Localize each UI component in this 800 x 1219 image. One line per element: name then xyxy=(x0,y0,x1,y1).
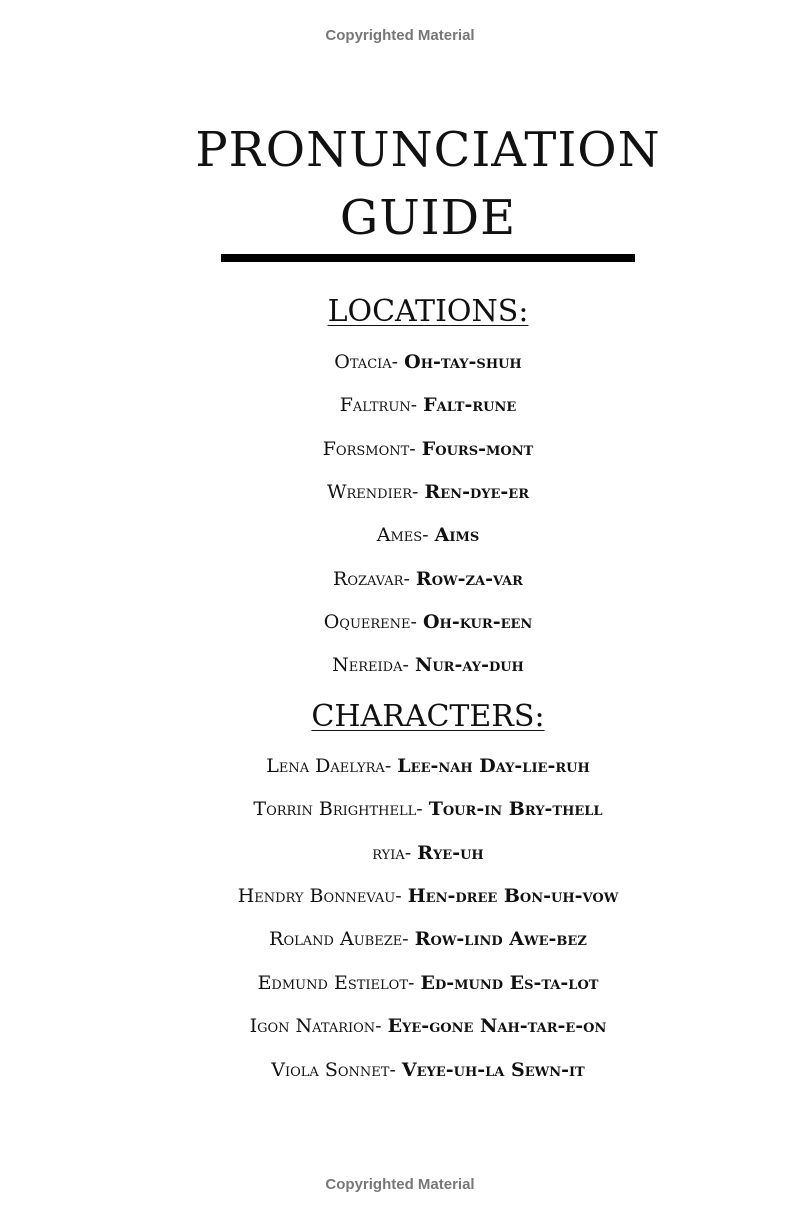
character-entry: Roland Aubeze- Row-lind Awe-bez xyxy=(269,928,587,950)
location-entry: Faltrun- Falt-rune xyxy=(339,394,517,416)
location-entry: Ames- Aims xyxy=(376,524,480,546)
character-pronunciation: Tour-in Bry-thell xyxy=(428,798,603,820)
character-pronunciation: Ed-mund Es-ta-lot xyxy=(420,972,599,994)
location-pronunciation: Ren-dye-er xyxy=(424,481,530,503)
location-name: Faltrun xyxy=(339,394,411,416)
character-name: Igon Natarion xyxy=(249,1015,376,1037)
copyright-footer: Copyrighted Material xyxy=(325,1176,475,1193)
character-pronunciation: Eye-gone Nah-tar-e-on xyxy=(387,1015,607,1037)
character-entry: ryia- Rye-uh xyxy=(372,842,484,864)
character-name: ryia xyxy=(372,842,405,864)
character-entry: Hendry Bonnevau- Hen-dree Bon-uh-vow xyxy=(237,885,619,907)
character-pronunciation: Veye-uh-la Sewn-it xyxy=(401,1059,585,1081)
character-name: Edmund Estielot xyxy=(257,972,408,994)
title-divider xyxy=(221,254,635,262)
character-name: Torrin Brighthell xyxy=(253,798,417,820)
location-pronunciation: Aims xyxy=(434,524,480,546)
page-title-line-1: PRONUNCIATION xyxy=(195,122,661,178)
location-entry: Oquerene- Oh-kur-een xyxy=(323,611,533,633)
character-entry: Torrin Brighthell- Tour-in Bry-thell xyxy=(253,798,603,820)
character-pronunciation: Hen-dree Bon-uh-vow xyxy=(407,885,619,907)
location-name: Rozavar xyxy=(333,568,404,590)
page-title-line-2: GUIDE xyxy=(339,190,517,246)
location-pronunciation: Fours-mont xyxy=(421,438,534,460)
location-pronunciation: Oh-kur-een xyxy=(423,611,533,633)
character-name: Hendry Bonnevau xyxy=(237,885,396,907)
location-entry: Rozavar- Row-za-var xyxy=(333,568,523,590)
location-name: Forsmont xyxy=(322,438,410,460)
character-name: Lena Daelyra xyxy=(266,755,385,777)
section-heading-characters: CHARACTERS: xyxy=(311,699,545,734)
character-pronunciation: Row-lind Awe-bez xyxy=(414,928,587,950)
character-name: Roland Aubeze xyxy=(269,928,403,950)
character-pronunciation: Lee-nah Day-lie-ruh xyxy=(397,755,590,777)
location-entry: Forsmont- Fours-mont xyxy=(322,438,534,460)
character-name: Viola Sonnet xyxy=(271,1059,390,1081)
location-name: Ames xyxy=(376,524,423,546)
location-entry: Wrendier- Ren-dye-er xyxy=(326,481,530,503)
character-pronunciation: Rye-uh xyxy=(417,842,484,864)
location-name: Otacia xyxy=(334,351,392,373)
location-entry: Nereida- Nur-ay-duh xyxy=(332,654,524,676)
location-pronunciation: Oh-tay-shuh xyxy=(404,351,522,373)
character-entry: Edmund Estielot- Ed-mund Es-ta-lot xyxy=(257,972,599,994)
character-entry: Viola Sonnet- Veye-uh-la Sewn-it xyxy=(271,1059,585,1081)
location-pronunciation: Row-za-var xyxy=(415,568,523,590)
location-entry: Otacia- Oh-tay-shuh xyxy=(334,351,522,373)
copyright-header: Copyrighted Material xyxy=(325,27,475,44)
character-entry: Igon Natarion- Eye-gone Nah-tar-e-on xyxy=(249,1015,607,1037)
character-entry: Lena Daelyra- Lee-nah Day-lie-ruh xyxy=(266,755,590,777)
section-heading-locations: LOCATIONS: xyxy=(327,294,529,329)
location-name: Wrendier xyxy=(326,481,413,503)
location-pronunciation: Nur-ay-duh xyxy=(414,654,524,676)
location-name: Oquerene xyxy=(323,611,411,633)
location-name: Nereida xyxy=(332,654,403,676)
location-pronunciation: Falt-rune xyxy=(423,394,517,416)
